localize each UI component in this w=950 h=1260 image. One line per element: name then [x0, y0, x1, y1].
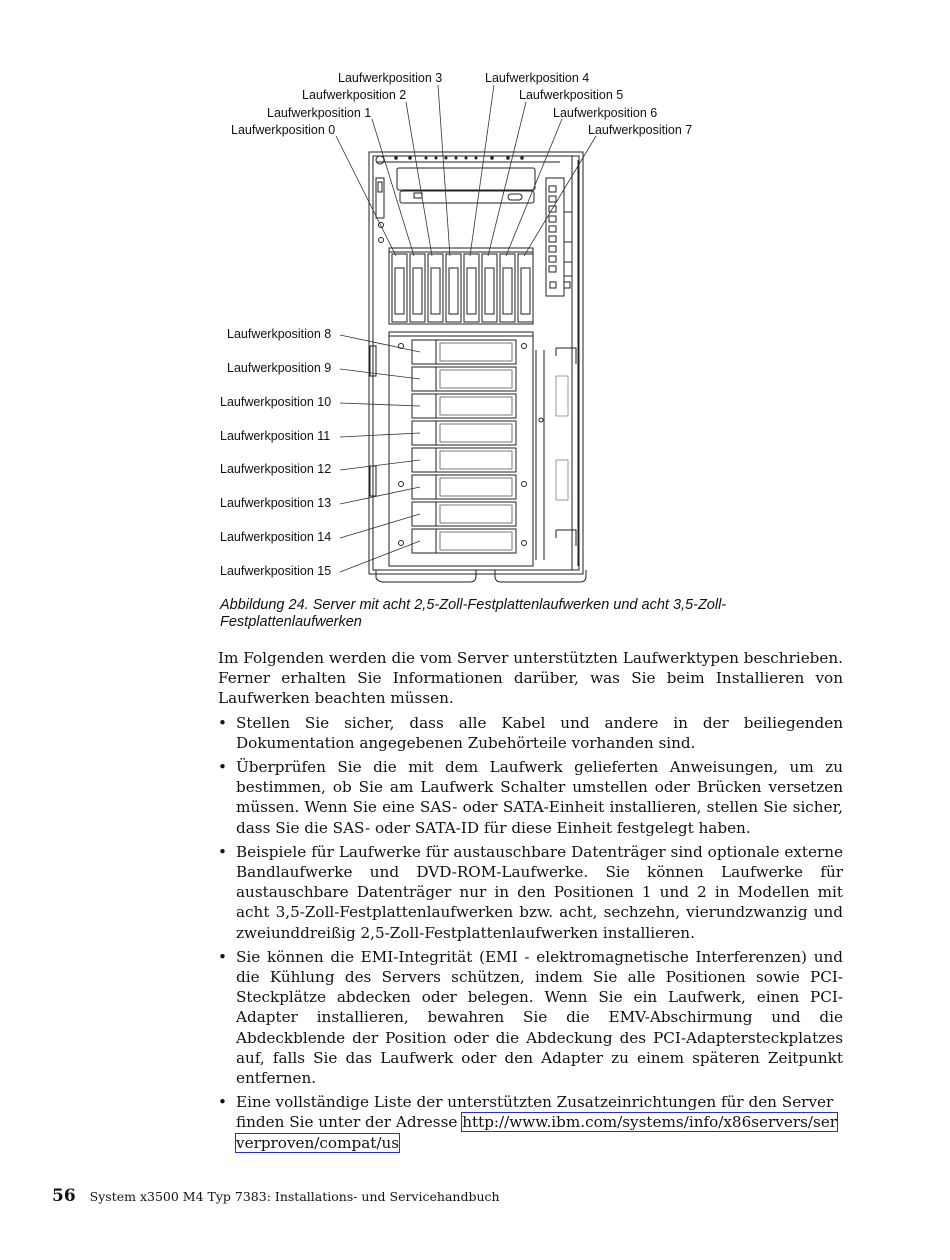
label-pos4: Laufwerkposition 4 [485, 71, 590, 85]
label-pos8: Laufwerkposition 8 [227, 327, 332, 341]
label-pos10: Laufwerkposition 10 [220, 395, 332, 409]
bullet-marker: • [218, 842, 227, 861]
label-pos1: Laufwerkposition 1 [267, 106, 372, 120]
label-pos13: Laufwerkposition 13 [220, 496, 332, 510]
small-drive-bays [392, 254, 533, 322]
list-item [218, 1092, 843, 1153]
bullet-list [218, 713, 843, 1153]
list-item-text: Sie können die EMI-Integrität (EMI - elektromagnetische Interferenzen) und die Kühlung des Servers schützen, indem Sie alle Positionen sowie PCI-Steckplätze abdecken oder belegen. Wenn Sie ein Laufwerk, einen PCI-Adapter installieren, bewahren Sie die EMV-Abschirmung und die Abdeckblende der Position oder die Abdeckung des PCI-Adaptersteckplatzes auf, falls Sie das Laufwerk oder den Adapter zu einem späteren Zeitpunkt entfernen. [236, 947, 843, 1088]
bullet-marker: • [218, 758, 227, 777]
label-pos0: Laufwerkposition 0 [231, 123, 336, 137]
list-item-text: Beispiele für Laufwerke für austauschbare Datenträger sind optionale externe Bandlaufwerke und DVD-ROM-Laufwerke. Sie können Laufwerke für austauschbare Datenträger nur in den Positionen 1 und 2 in Modellen mit acht 3,5-Zoll-Festplattenlaufwerken bzw. acht, sechzehn, vierundzwanzig und zweiunddreißig 2,5-Zoll-Festplattenlaufwerken installieren. [236, 842, 843, 942]
list-item [218, 757, 843, 838]
list-item-text: Eine vollständige Liste der unterstützten Zusatzeinrichtungen für den Server finden Sie unter der Adresse [236, 1093, 834, 1132]
label-pos3: Laufwerkposition 3 [338, 71, 443, 85]
large-drive-bays [412, 340, 516, 553]
list-item [218, 713, 843, 753]
list-item [218, 947, 843, 1088]
bullet-marker: • [218, 713, 227, 732]
label-pos6: Laufwerkposition 6 [553, 106, 658, 120]
page-footer [52, 1186, 500, 1206]
label-pos11: Laufwerkposition 11 [220, 429, 331, 443]
figure-caption: Abbildung 24. Server mit acht 2,5-Zoll-Festplattenlaufwerken und acht 3,5-Zoll-Festplattenlaufwerken [220, 597, 727, 630]
label-pos12: Laufwerkposition 12 [220, 462, 332, 476]
intro-paragraph: Im Folgenden werden die vom Server unterstützten Laufwerktypen beschrieben. Ferner erhalten Sie Informationen darüber, was Sie beim Installieren von Laufwerken beachten müssen. [218, 649, 843, 708]
footer-title: System x3500 M4 Typ 7383: Installations- und Servicehandbuch [89, 1189, 500, 1204]
label-pos15: Laufwerkposition 15 [220, 564, 332, 578]
list-item-text: Stellen Sie sicher, dass alle Kabel und andere in der beiliegenden Dokumentation angegebenen Zubehörteile vorhanden sind. [236, 713, 843, 752]
bullet-marker: • [218, 947, 227, 966]
bullet-marker: • [218, 1093, 227, 1112]
body-text [218, 648, 843, 1157]
list-item-text: Überprüfen Sie die mit dem Laufwerk gelieferten Anweisungen, um zu bestimmen, ob Sie am Laufwerk Schalter umstellen oder Brücken versetzen müssen. Wenn Sie eine SAS- oder SATA-Einheit installieren, stellen Sie sicher, dass Sie die SAS- oder SATA-ID für diese Einheit festgelegt haben. [236, 758, 843, 837]
label-pos7: Laufwerkposition 7 [588, 123, 693, 137]
label-pos5: Laufwerkposition 5 [519, 88, 624, 102]
page-number: 56 [52, 1186, 76, 1206]
server-figure [0, 0, 950, 600]
label-pos14: Laufwerkposition 14 [220, 530, 332, 544]
label-pos9: Laufwerkposition 9 [227, 361, 332, 375]
serverproven-link[interactable]: http://www.ibm.com/systems/info/x86servers/serverproven/compat/us [236, 1113, 838, 1152]
label-pos2: Laufwerkposition 2 [302, 88, 407, 102]
list-item [218, 842, 843, 943]
